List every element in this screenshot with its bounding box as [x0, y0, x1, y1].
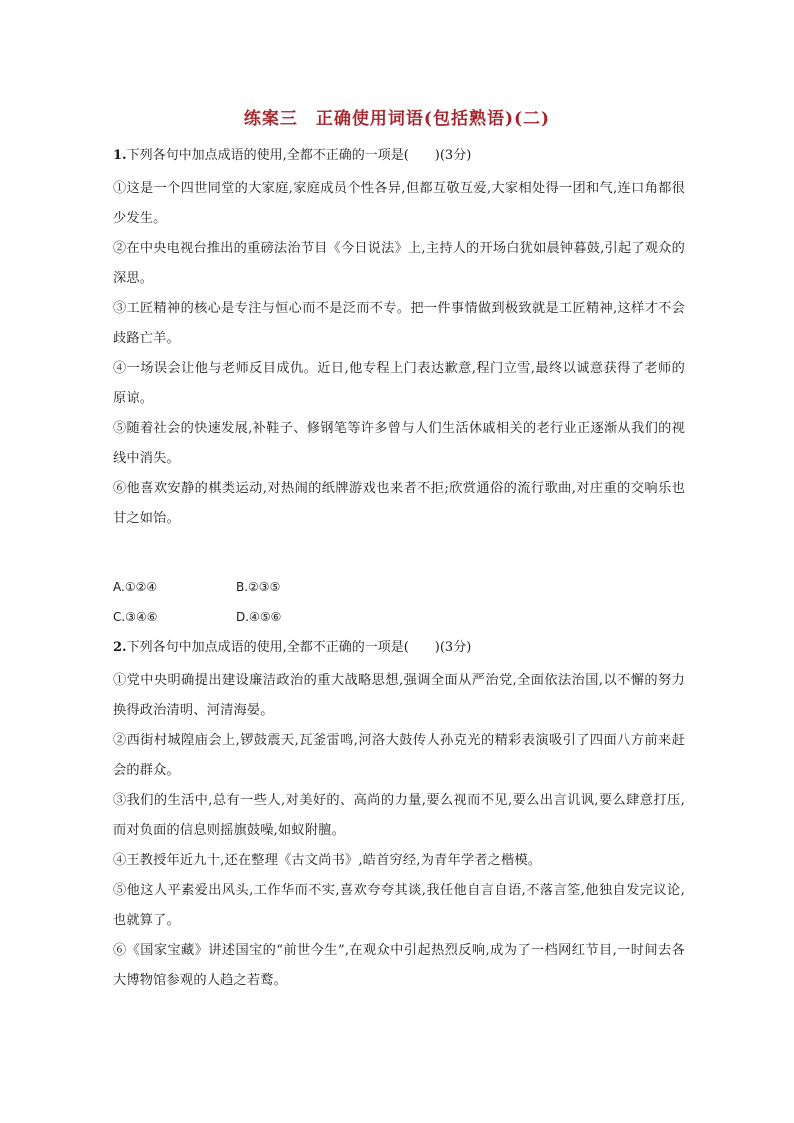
question-1-item-4: ④一场误会让他与老师反目成仇。近日,他专程上门表达歉意,程门立雪,最终以诚意获得了老师的原谅。: [113, 361, 685, 406]
question-1-item-1: ①这是一个四世同堂的大家庭,家庭成员个性各异,但都互敬互爱,大家相处得一团和气,连口角都很少发生。: [113, 181, 685, 226]
question-stem-text: 下列各句中加点成语的使用,全都不正确的一项是( )(3分): [126, 148, 472, 163]
question-2-item-2: ②西街村城隍庙会上,锣鼓震天,瓦釜雷鸣,河洛大鼓传人孙克光的精彩表演吸引了四面八方前来赶会的群众。: [113, 733, 685, 778]
question-2-item-5: ⑤他这人平素爱出风头,工作华而不实,喜欢夸夸其谈,我任他自言自语,不落言筌,他独自发完议论,也就算了。: [113, 883, 685, 928]
option-b: B.②③⑤: [236, 580, 281, 594]
page-title: 练案三 正确使用词语(包括熟语)(二): [243, 109, 551, 129]
options-row: [113, 602, 685, 632]
question-stem-text: 下列各句中加点成语的使用,全都不正确的一项是( )(3分): [126, 640, 472, 655]
question-1-item-6: ⑥他喜欢安静的棋类运动,对热闹的纸牌游戏也来者不拒;欣赏通俗的流行歌曲,对庄重的交响乐也甘之如饴。: [113, 481, 685, 526]
question-1-options: [113, 572, 685, 632]
question-number: 1.: [113, 148, 127, 163]
content: [113, 146, 685, 996]
question-1-stem: [113, 146, 685, 166]
question-2-item-1: ①党中央明确提出建设廉洁政治的重大战略思想,强调全面从严治党,全面依法治国,以不懈的努力换得政治清明、河清海晏。: [113, 673, 685, 718]
question-2-item-4: ④王教授年近九十,还在整理《古文尚书》,皓首穷经,为青年学者之楷模。: [113, 853, 542, 868]
question-number: 2.: [113, 640, 127, 655]
question-1-item-5: ⑤随着社会的快速发展,补鞋子、修钢笔等许多曾与人们生活休戚相关的老行业正逐渐从我们的视线中消失。: [113, 421, 685, 466]
question-2-item-3: ③我们的生活中,总有一些人,对美好的、高尚的力量,要么视而不见,要么出言讥讽,要么肆意打压,而对负面的信息则摇旗鼓噪,如蚁附膻。: [113, 793, 685, 838]
option-c: C.③④⑥: [113, 610, 158, 624]
question-1-item-3: ③工匠精神的核心是专注与恒心而不是泛而不专。把一件事情做到极致就是工匠精神,这样才不会歧路亡羊。: [113, 301, 685, 346]
option-a: A.①②④: [113, 580, 158, 594]
question-1-item-2: ②在中央电视台推出的重磅法治节目《今日说法》上,主持人的开场白犹如晨钟暮鼓,引起了观众的深思。: [113, 241, 685, 286]
options-row: [113, 572, 685, 602]
option-d: D.④⑤⑥: [236, 610, 282, 624]
question-2-stem: [113, 638, 685, 658]
question-2-item-6: ⑥《国家宝藏》讲述国宝的“前世今生”,在观众中引起热烈反响,成为了一档网红节目,一时间去各大博物馆参观的人趋之若鹜。: [113, 943, 685, 988]
question-1: [113, 146, 685, 632]
question-2: [113, 638, 685, 996]
